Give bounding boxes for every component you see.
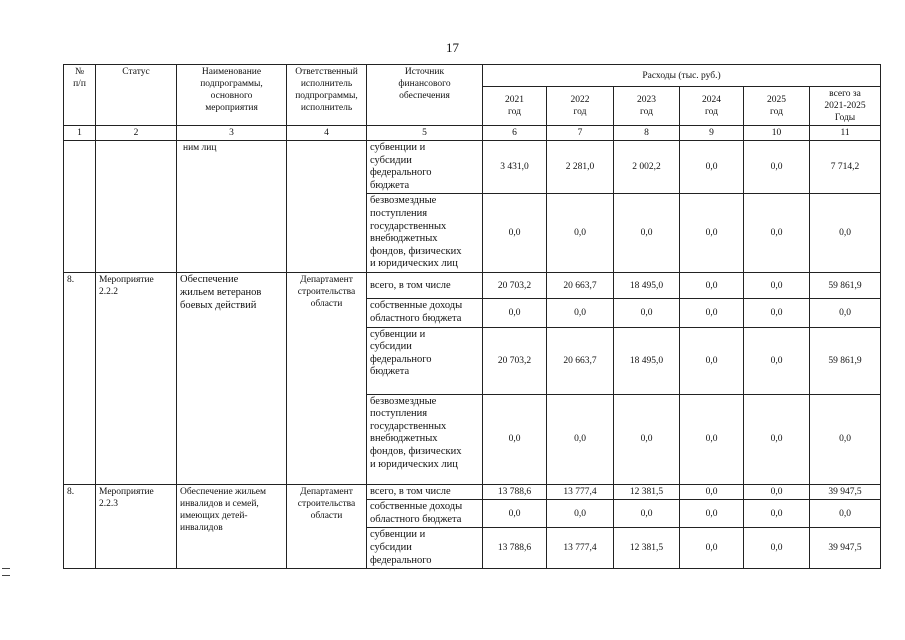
cell-source: всего, в том числе [367, 273, 483, 299]
cell-source: безвозмездные поступления государственных внебюджетных фондов, физических и юридических лиц [367, 394, 483, 484]
cell-value: 13 788,6 [483, 528, 547, 569]
col-index: 2 [96, 126, 177, 141]
cell-value: 0,0 [483, 299, 547, 327]
cell-num: 8. [64, 484, 96, 569]
cell-value: 0,0 [614, 394, 680, 484]
cell-value: 0,0 [810, 194, 881, 273]
cell-source: собственные доходы областного бюджета [367, 500, 483, 528]
cell-value: 0,0 [744, 141, 810, 194]
cell-responsible: Департамент строительства области [287, 484, 367, 569]
cell-value: 0,0 [680, 394, 744, 484]
cell-status: Мероприятие 2.2.2 [96, 273, 177, 484]
table-row [64, 273, 881, 299]
header-row-1 [64, 65, 881, 87]
cell-value: 13 777,4 [547, 484, 614, 500]
cell-value: 0,0 [483, 394, 547, 484]
cell-source: субвенции и субсидии федерального бюджета [367, 141, 483, 194]
cell-value: 0,0 [547, 299, 614, 327]
cell-value: 0,0 [744, 500, 810, 528]
cell-value: 12 381,5 [614, 484, 680, 500]
cell-value: 59 861,9 [810, 273, 881, 299]
cell-status [96, 141, 177, 273]
col-index: 7 [547, 126, 614, 141]
cell-value: 0,0 [680, 194, 744, 273]
cell-value: 0,0 [744, 484, 810, 500]
cell-value: 0,0 [810, 500, 881, 528]
cell-value: 0,0 [680, 299, 744, 327]
table-row [64, 484, 881, 500]
cell-value: 0,0 [680, 528, 744, 569]
col-index: 11 [810, 126, 881, 141]
cell-value: 0,0 [744, 528, 810, 569]
cell-responsible [287, 141, 367, 273]
margin-mark [2, 568, 10, 569]
cell-status: Мероприятие 2.2.3 [96, 484, 177, 569]
cell-source: субвенции и субсидии федерального бюджета [367, 327, 483, 394]
cell-name: ним лиц [177, 141, 287, 273]
cell-responsible: Департамент строительства области [287, 273, 367, 484]
header-year-2022: 2022 год [547, 87, 614, 126]
col-index: 6 [483, 126, 547, 141]
col-index: 3 [177, 126, 287, 141]
header-year-2024: 2024 год [680, 87, 744, 126]
cell-value: 0,0 [680, 273, 744, 299]
margin-mark [2, 575, 10, 576]
cell-value: 2 002,2 [614, 141, 680, 194]
cell-value: 0,0 [680, 141, 744, 194]
cell-value: 20 663,7 [547, 273, 614, 299]
cell-value: 13 788,6 [483, 484, 547, 500]
header-year-2023: 2023 год [614, 87, 680, 126]
col-index: 8 [614, 126, 680, 141]
cell-value: 18 495,0 [614, 273, 680, 299]
header-year-2025: 2025 год [744, 87, 810, 126]
cell-value: 0,0 [744, 273, 810, 299]
col-index: 10 [744, 126, 810, 141]
cell-source: безвозмездные поступления государственных внебюджетных фондов, физических и юридических лиц [367, 194, 483, 273]
cell-name: Обеспечение жильем ветеранов боевых действий [177, 273, 287, 484]
table-row [64, 141, 881, 194]
cell-value: 0,0 [810, 299, 881, 327]
budget-table [63, 64, 881, 569]
cell-value: 0,0 [614, 500, 680, 528]
cell-value: 59 861,9 [810, 327, 881, 394]
cell-num: 8. [64, 273, 96, 484]
cell-value: 18 495,0 [614, 327, 680, 394]
col-index: 5 [367, 126, 483, 141]
header-name: Наименование подпрограммы, основного мероприятия [177, 65, 287, 126]
col-index: 4 [287, 126, 367, 141]
cell-value: 7 714,2 [810, 141, 881, 194]
cell-value: 12 381,5 [614, 528, 680, 569]
cell-value: 0,0 [614, 299, 680, 327]
cell-value: 0,0 [744, 327, 810, 394]
column-index-row [64, 126, 881, 141]
cell-value: 0,0 [547, 194, 614, 273]
cell-value: 0,0 [744, 194, 810, 273]
cell-name: Обеспечение жильем инвалидов и семей, имеющих детей- инвалидов [177, 484, 287, 569]
cell-value: 0,0 [483, 194, 547, 273]
header-year-total: всего за 2021-2025 Годы [810, 87, 881, 126]
header-status: Статус [96, 65, 177, 126]
cell-value: 20 663,7 [547, 327, 614, 394]
cell-value: 3 431,0 [483, 141, 547, 194]
cell-source: собственные доходы областного бюджета [367, 299, 483, 327]
cell-value: 0,0 [680, 484, 744, 500]
header-expenses: Расходы (тыс. руб.) [483, 65, 881, 87]
cell-value: 0,0 [547, 394, 614, 484]
cell-value: 20 703,2 [483, 327, 547, 394]
cell-source: всего, в том числе [367, 484, 483, 500]
col-index: 9 [680, 126, 744, 141]
cell-source: субвенции и субсидии федерального [367, 528, 483, 569]
cell-value: 39 947,5 [810, 528, 881, 569]
cell-num [64, 141, 96, 273]
cell-value: 0,0 [810, 394, 881, 484]
cell-value: 0,0 [614, 194, 680, 273]
header-num: № п/п [64, 65, 96, 126]
page-number: 17 [446, 40, 459, 55]
cell-value: 0,0 [744, 394, 810, 484]
cell-value: 0,0 [744, 299, 810, 327]
cell-value: 0,0 [680, 327, 744, 394]
col-index: 1 [64, 126, 96, 141]
cell-value: 20 703,2 [483, 273, 547, 299]
cell-value: 39 947,5 [810, 484, 881, 500]
cell-value: 13 777,4 [547, 528, 614, 569]
cell-value: 0,0 [680, 500, 744, 528]
cell-value: 0,0 [547, 500, 614, 528]
cell-value: 2 281,0 [547, 141, 614, 194]
header-responsible: Ответственный исполнитель подпрограммы, исполнитель [287, 65, 367, 126]
header-year-2021: 2021 год [483, 87, 547, 126]
cell-value: 0,0 [483, 500, 547, 528]
header-source: Источник финансового обеспечения [367, 65, 483, 126]
